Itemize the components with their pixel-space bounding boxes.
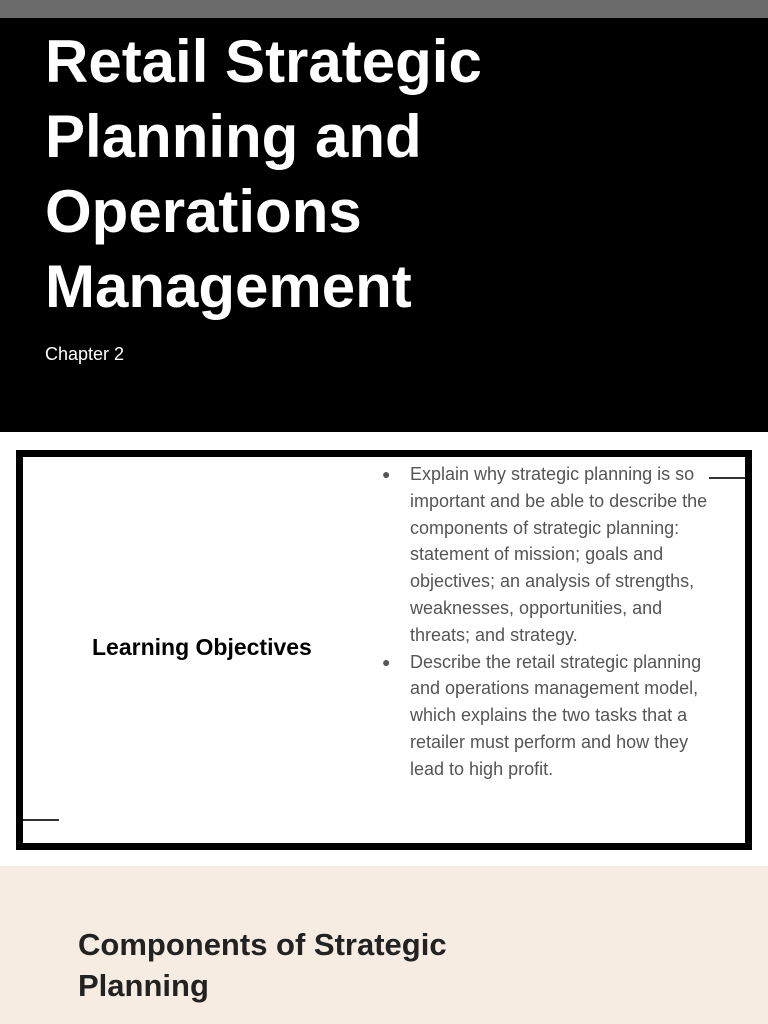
viewer-top-bar [0, 0, 768, 18]
objective-item [380, 461, 720, 649]
objective-text: Explain why strategic planning is so important and be able to describe the components of strategic planning: statement of mission; goals and objectives; an analysis of strengths, weaknesses, opportunities, and threats; and strategy. [410, 464, 708, 645]
slide-learning-objectives [16, 450, 752, 850]
slide-gap [0, 850, 768, 866]
objectives-list [380, 461, 720, 783]
decorative-rule [23, 819, 59, 821]
slide-gap [0, 432, 768, 450]
slide-components [0, 866, 768, 1024]
slide-title [0, 18, 768, 432]
objective-text: Describe the retail strategic planning and operations management model, which explains the two tasks that a retailer must perform and how they lead to high profit. [410, 651, 702, 779]
learning-objectives-heading: Learning Objectives [92, 634, 312, 660]
bullet-dot-icon: ● [382, 466, 391, 482]
bullet-dot-icon: ● [382, 653, 391, 670]
objective-item [380, 649, 720, 783]
components-title: Components of Strategic Planning [78, 927, 447, 1003]
chapter-subtitle: Chapter 2 [45, 344, 125, 364]
presentation-title: Retail Strategic Planning and Operations Management [45, 28, 482, 320]
